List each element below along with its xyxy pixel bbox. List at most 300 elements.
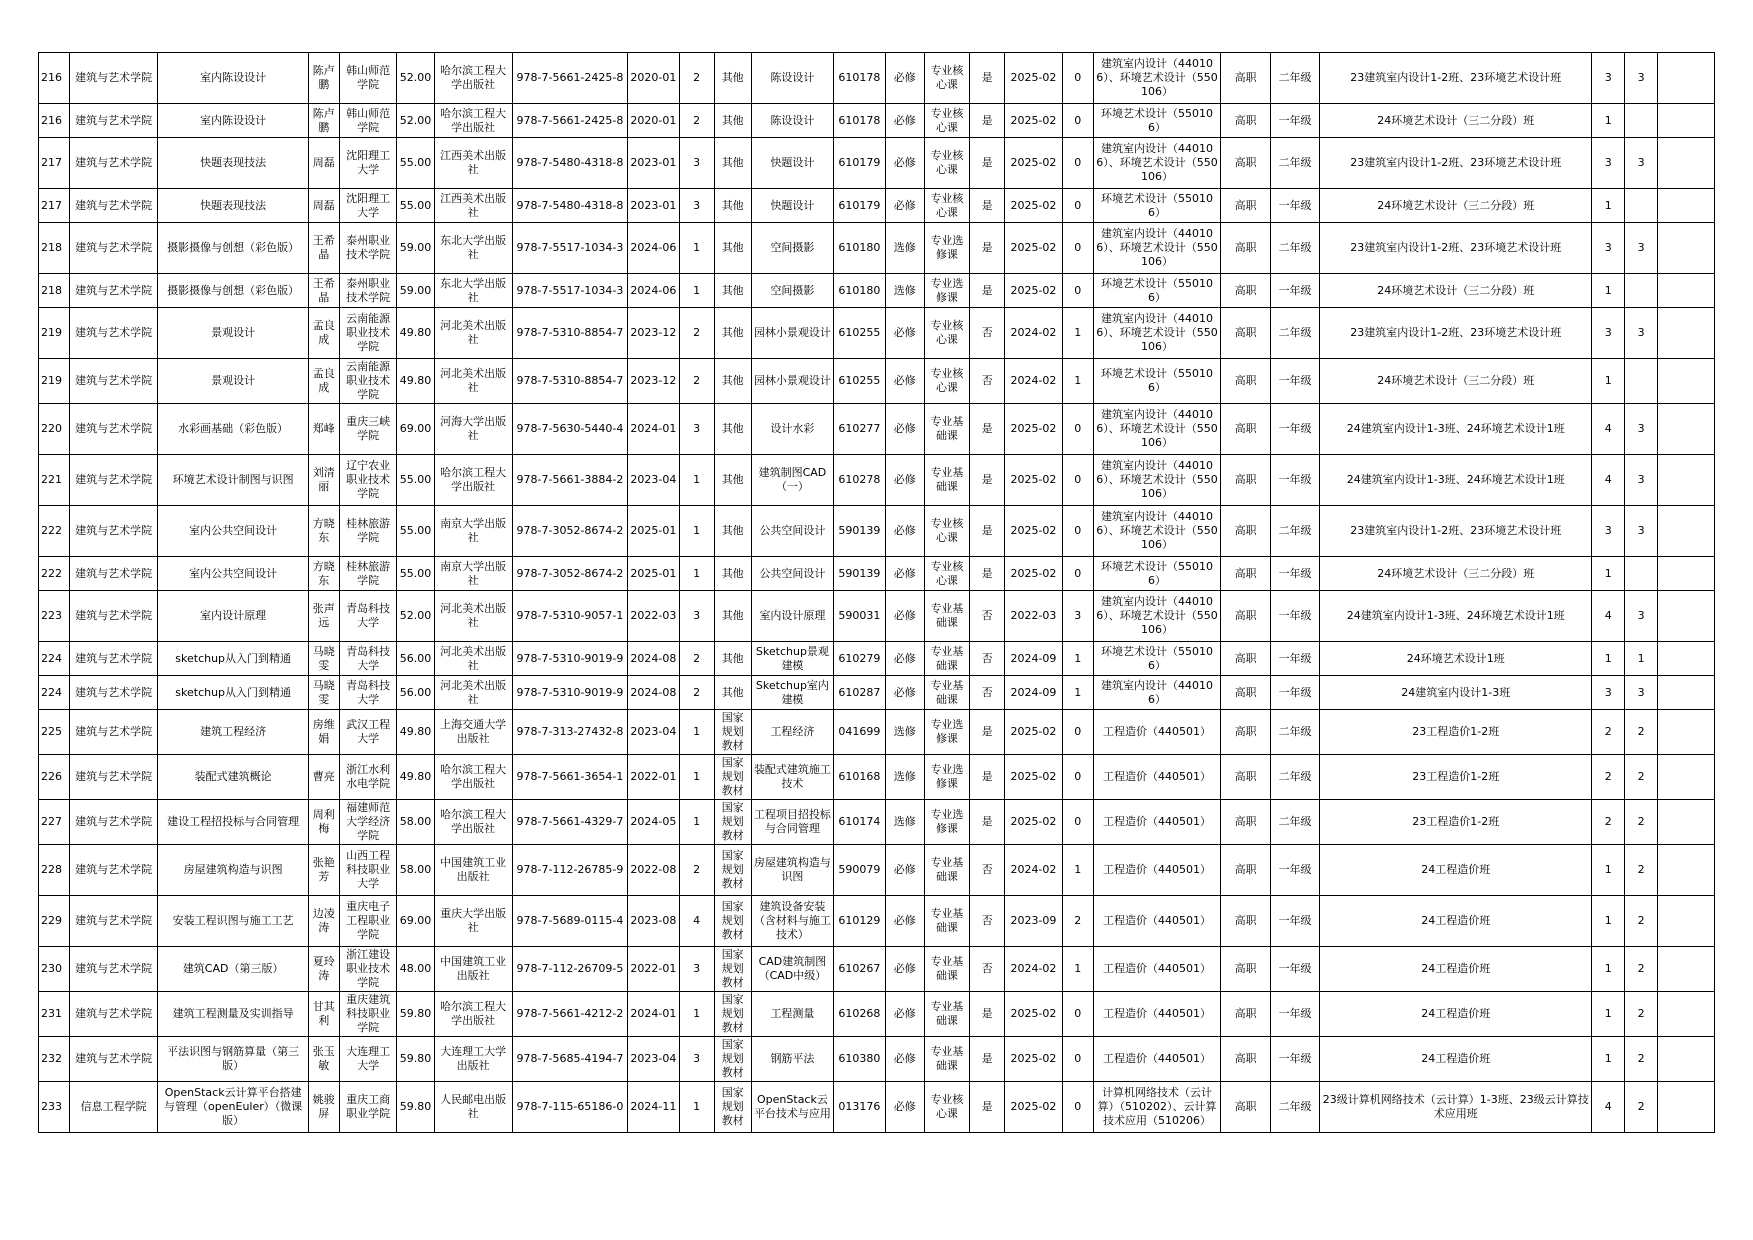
cell-education-level: 高职 bbox=[1221, 308, 1270, 359]
cell-count-b: 2 bbox=[1625, 947, 1658, 992]
cell-course-type: 专业选修课 bbox=[924, 755, 969, 800]
cell-first-use: 否 bbox=[970, 591, 1005, 642]
cell-publish-date: 2022-01 bbox=[628, 947, 680, 992]
cell-textbook-title: 建设工程招投标与合同管理 bbox=[158, 800, 308, 845]
cell-count-a: 3 bbox=[1592, 676, 1625, 710]
cell-publisher: 南京大学出版社 bbox=[434, 557, 512, 591]
cell-first-use: 是 bbox=[970, 189, 1005, 223]
cell-empty bbox=[1658, 992, 1715, 1037]
cell-major: 计算机网络技术（云计算）（510202）、云计算技术应用（510206） bbox=[1093, 1082, 1221, 1133]
cell-years-used: 0 bbox=[1062, 189, 1093, 223]
cell-textbook-title: 装配式建筑概论 bbox=[158, 755, 308, 800]
cell-course-required: 必修 bbox=[885, 896, 924, 947]
cell-publisher: 中国建筑工业出版社 bbox=[434, 947, 512, 992]
cell-row-number: 231 bbox=[39, 992, 70, 1037]
cell-college-name: 建筑与艺术学院 bbox=[69, 404, 158, 455]
cell-college-name: 建筑与艺术学院 bbox=[69, 506, 158, 557]
cell-course-required: 必修 bbox=[885, 845, 924, 896]
cell-publisher: 人民邮电出版社 bbox=[434, 1082, 512, 1133]
cell-author-unit: 桂林旅游学院 bbox=[339, 506, 397, 557]
cell-textbook-title: 平法识图与钢筋算量（第三版） bbox=[158, 1037, 308, 1082]
cell-college-name: 建筑与艺术学院 bbox=[69, 359, 158, 404]
cell-author-unit: 泰州职业技术学院 bbox=[339, 223, 397, 274]
cell-author: 孟良成 bbox=[308, 359, 339, 404]
cell-class-names: 24工程造价班 bbox=[1320, 947, 1592, 992]
cell-isbn: 978-7-5630-5440-4 bbox=[512, 404, 627, 455]
cell-course-required: 必修 bbox=[885, 992, 924, 1037]
cell-grade: 二年级 bbox=[1270, 53, 1319, 104]
cell-start-date: 2025-02 bbox=[1005, 992, 1063, 1037]
cell-first-use: 否 bbox=[970, 896, 1005, 947]
cell-class-names: 23工程造价1-2班 bbox=[1320, 755, 1592, 800]
cell-textbook-level: 国家规划教材 bbox=[714, 1037, 751, 1082]
cell-author-unit: 辽宁农业职业技术学院 bbox=[339, 455, 397, 506]
cell-first-use: 否 bbox=[970, 845, 1005, 896]
table-row bbox=[39, 800, 1715, 845]
cell-textbook-level: 国家规划教材 bbox=[714, 1082, 751, 1133]
cell-years-used: 0 bbox=[1062, 404, 1093, 455]
cell-empty bbox=[1658, 138, 1715, 189]
cell-first-use: 是 bbox=[970, 1082, 1005, 1133]
cell-course-code: 610255 bbox=[834, 308, 886, 359]
cell-publish-date: 2024-08 bbox=[628, 642, 680, 676]
table-row bbox=[39, 223, 1715, 274]
cell-class-names: 24建筑室内设计1-3班、24环境艺术设计1班 bbox=[1320, 404, 1592, 455]
cell-row-number: 223 bbox=[39, 591, 70, 642]
cell-class-names: 24环境艺术设计（三二分段）班 bbox=[1320, 274, 1592, 308]
cell-college-name: 建筑与艺术学院 bbox=[69, 676, 158, 710]
cell-course-code: 610255 bbox=[834, 359, 886, 404]
cell-course-required: 必修 bbox=[885, 138, 924, 189]
cell-class-names: 24工程造价班 bbox=[1320, 992, 1592, 1037]
cell-author: 孟良成 bbox=[308, 308, 339, 359]
cell-author: 马晓雯 bbox=[308, 676, 339, 710]
cell-first-use: 是 bbox=[970, 104, 1005, 138]
cell-isbn: 978-7-3052-8674-2 bbox=[512, 557, 627, 591]
cell-publish-date: 2023-12 bbox=[628, 359, 680, 404]
cell-price: 52.00 bbox=[397, 104, 434, 138]
cell-course-type: 专业基础课 bbox=[924, 404, 969, 455]
cell-grade: 一年级 bbox=[1270, 189, 1319, 223]
cell-college-name: 建筑与艺术学院 bbox=[69, 189, 158, 223]
cell-course-required: 必修 bbox=[885, 642, 924, 676]
cell-empty bbox=[1658, 642, 1715, 676]
cell-course-type: 专业核心课 bbox=[924, 308, 969, 359]
cell-course-type: 专业基础课 bbox=[924, 455, 969, 506]
cell-course-name: OpenStack云平台技术与应用 bbox=[751, 1082, 833, 1133]
cell-course-name: 建筑设备安装（含材料与施工技术） bbox=[751, 896, 833, 947]
cell-grade: 二年级 bbox=[1270, 138, 1319, 189]
textbook-table-sheet bbox=[38, 52, 1715, 1133]
cell-textbook-level: 其他 bbox=[714, 308, 751, 359]
cell-textbook-level: 其他 bbox=[714, 274, 751, 308]
cell-textbook-level: 其他 bbox=[714, 359, 751, 404]
cell-publish-date: 2024-11 bbox=[628, 1082, 680, 1133]
cell-count-b: 1 bbox=[1625, 642, 1658, 676]
cell-publisher: 河北美术出版社 bbox=[434, 642, 512, 676]
cell-education-level: 高职 bbox=[1221, 1037, 1270, 1082]
cell-course-required: 选修 bbox=[885, 755, 924, 800]
cell-education-level: 高职 bbox=[1221, 642, 1270, 676]
cell-education-level: 高职 bbox=[1221, 53, 1270, 104]
cell-major: 环境艺术设计（550106） bbox=[1093, 104, 1221, 138]
cell-isbn: 978-7-5310-8854-7 bbox=[512, 359, 627, 404]
cell-class-names: 23建筑室内设计1-2班、23环境艺术设计班 bbox=[1320, 223, 1592, 274]
cell-course-required: 必修 bbox=[885, 676, 924, 710]
cell-row-number: 220 bbox=[39, 404, 70, 455]
cell-author: 方晓东 bbox=[308, 557, 339, 591]
cell-empty bbox=[1658, 800, 1715, 845]
cell-course-code: 610180 bbox=[834, 223, 886, 274]
cell-edition: 1 bbox=[679, 992, 714, 1037]
cell-isbn: 978-7-5517-1034-3 bbox=[512, 223, 627, 274]
cell-textbook-title: 室内陈设设计 bbox=[158, 53, 308, 104]
cell-edition: 1 bbox=[679, 755, 714, 800]
cell-price: 59.80 bbox=[397, 1037, 434, 1082]
cell-price: 69.00 bbox=[397, 404, 434, 455]
cell-author: 周利梅 bbox=[308, 800, 339, 845]
cell-start-date: 2025-02 bbox=[1005, 710, 1063, 755]
cell-author-unit: 桂林旅游学院 bbox=[339, 557, 397, 591]
cell-empty bbox=[1658, 104, 1715, 138]
cell-publisher: 江西美术出版社 bbox=[434, 138, 512, 189]
cell-isbn: 978-7-112-26709-5 bbox=[512, 947, 627, 992]
cell-course-code: 610129 bbox=[834, 896, 886, 947]
cell-isbn: 978-7-313-27432-8 bbox=[512, 710, 627, 755]
cell-count-b: 3 bbox=[1625, 404, 1658, 455]
cell-major: 环境艺术设计（550106） bbox=[1093, 642, 1221, 676]
cell-course-type: 专业核心课 bbox=[924, 359, 969, 404]
cell-first-use: 是 bbox=[970, 557, 1005, 591]
cell-empty bbox=[1658, 53, 1715, 104]
cell-price: 55.00 bbox=[397, 138, 434, 189]
cell-edition: 1 bbox=[679, 557, 714, 591]
table-row bbox=[39, 642, 1715, 676]
cell-textbook-title: 安装工程识图与施工工艺 bbox=[158, 896, 308, 947]
cell-author: 刘清丽 bbox=[308, 455, 339, 506]
cell-course-code: 610180 bbox=[834, 274, 886, 308]
cell-author-unit: 青岛科技大学 bbox=[339, 642, 397, 676]
cell-education-level: 高职 bbox=[1221, 557, 1270, 591]
cell-price: 49.80 bbox=[397, 755, 434, 800]
cell-count-a: 4 bbox=[1592, 1082, 1625, 1133]
cell-course-name: 钢筋平法 bbox=[751, 1037, 833, 1082]
cell-isbn: 978-7-5661-3884-2 bbox=[512, 455, 627, 506]
table-row bbox=[39, 896, 1715, 947]
cell-isbn: 978-7-5310-9019-9 bbox=[512, 642, 627, 676]
cell-college-name: 建筑与艺术学院 bbox=[69, 1037, 158, 1082]
cell-course-type: 专业选修课 bbox=[924, 710, 969, 755]
cell-grade: 二年级 bbox=[1270, 755, 1319, 800]
cell-major: 工程造价（440501） bbox=[1093, 710, 1221, 755]
cell-education-level: 高职 bbox=[1221, 223, 1270, 274]
cell-course-type: 专业核心课 bbox=[924, 557, 969, 591]
cell-price: 49.80 bbox=[397, 308, 434, 359]
cell-price: 56.00 bbox=[397, 642, 434, 676]
cell-count-a: 3 bbox=[1592, 506, 1625, 557]
table-row bbox=[39, 189, 1715, 223]
cell-course-type: 专业基础课 bbox=[924, 992, 969, 1037]
cell-author-unit: 沈阳理工大学 bbox=[339, 189, 397, 223]
cell-count-a: 1 bbox=[1592, 896, 1625, 947]
cell-price: 59.00 bbox=[397, 274, 434, 308]
cell-publisher: 东北大学出版社 bbox=[434, 223, 512, 274]
cell-years-used: 0 bbox=[1062, 53, 1093, 104]
cell-college-name: 建筑与艺术学院 bbox=[69, 455, 158, 506]
cell-course-name: 空间摄影 bbox=[751, 223, 833, 274]
cell-author-unit: 重庆工商职业学院 bbox=[339, 1082, 397, 1133]
cell-textbook-title: 水彩画基础（彩色版） bbox=[158, 404, 308, 455]
cell-edition: 1 bbox=[679, 506, 714, 557]
cell-education-level: 高职 bbox=[1221, 1082, 1270, 1133]
cell-publish-date: 2024-06 bbox=[628, 274, 680, 308]
cell-publish-date: 2022-01 bbox=[628, 755, 680, 800]
cell-price: 69.00 bbox=[397, 896, 434, 947]
cell-course-required: 必修 bbox=[885, 455, 924, 506]
cell-course-required: 必修 bbox=[885, 591, 924, 642]
cell-count-b bbox=[1625, 189, 1658, 223]
cell-start-date: 2025-02 bbox=[1005, 557, 1063, 591]
cell-course-type: 专业核心课 bbox=[924, 138, 969, 189]
cell-education-level: 高职 bbox=[1221, 189, 1270, 223]
cell-row-number: 227 bbox=[39, 800, 70, 845]
cell-course-type: 专业核心课 bbox=[924, 53, 969, 104]
cell-course-type: 专业核心课 bbox=[924, 1082, 969, 1133]
cell-course-type: 专业基础课 bbox=[924, 947, 969, 992]
cell-row-number: 228 bbox=[39, 845, 70, 896]
cell-author: 陈卢鹏 bbox=[308, 104, 339, 138]
cell-author: 陈卢鹏 bbox=[308, 53, 339, 104]
cell-publisher: 重庆大学出版社 bbox=[434, 896, 512, 947]
cell-major: 建筑室内设计（440106）、环境艺术设计（550106） bbox=[1093, 138, 1221, 189]
cell-class-names: 24工程造价班 bbox=[1320, 845, 1592, 896]
cell-class-names: 24建筑室内设计1-3班、24环境艺术设计1班 bbox=[1320, 591, 1592, 642]
cell-textbook-level: 其他 bbox=[714, 591, 751, 642]
cell-author-unit: 青岛科技大学 bbox=[339, 591, 397, 642]
cell-price: 52.00 bbox=[397, 591, 434, 642]
cell-course-name: 快题设计 bbox=[751, 189, 833, 223]
cell-textbook-title: sketchup从入门到精通 bbox=[158, 642, 308, 676]
cell-course-required: 必修 bbox=[885, 557, 924, 591]
cell-author-unit: 武汉工程大学 bbox=[339, 710, 397, 755]
table-row bbox=[39, 506, 1715, 557]
cell-empty bbox=[1658, 359, 1715, 404]
cell-textbook-level: 国家规划教材 bbox=[714, 896, 751, 947]
table-row bbox=[39, 755, 1715, 800]
cell-author-unit: 韩山师范学院 bbox=[339, 104, 397, 138]
cell-author: 曹亮 bbox=[308, 755, 339, 800]
cell-course-name: 公共空间设计 bbox=[751, 557, 833, 591]
cell-education-level: 高职 bbox=[1221, 710, 1270, 755]
cell-edition: 3 bbox=[679, 404, 714, 455]
cell-publisher: 河北美术出版社 bbox=[434, 591, 512, 642]
cell-start-date: 2025-02 bbox=[1005, 223, 1063, 274]
cell-grade: 一年级 bbox=[1270, 1037, 1319, 1082]
cell-course-code: 610267 bbox=[834, 947, 886, 992]
cell-education-level: 高职 bbox=[1221, 506, 1270, 557]
cell-isbn: 978-7-3052-8674-2 bbox=[512, 506, 627, 557]
cell-college-name: 建筑与艺术学院 bbox=[69, 308, 158, 359]
cell-course-required: 必修 bbox=[885, 104, 924, 138]
cell-class-names: 24建筑室内设计1-3班、24环境艺术设计1班 bbox=[1320, 455, 1592, 506]
cell-author-unit: 福建师范大学经济学院 bbox=[339, 800, 397, 845]
cell-isbn: 978-7-5310-8854-7 bbox=[512, 308, 627, 359]
cell-education-level: 高职 bbox=[1221, 138, 1270, 189]
cell-edition: 2 bbox=[679, 308, 714, 359]
cell-isbn: 978-7-115-65186-0 bbox=[512, 1082, 627, 1133]
cell-author-unit: 沈阳理工大学 bbox=[339, 138, 397, 189]
cell-course-code: 590031 bbox=[834, 591, 886, 642]
cell-empty bbox=[1658, 506, 1715, 557]
cell-publisher: 河北美术出版社 bbox=[434, 359, 512, 404]
cell-count-a: 2 bbox=[1592, 755, 1625, 800]
cell-course-required: 选修 bbox=[885, 274, 924, 308]
table-row bbox=[39, 591, 1715, 642]
cell-education-level: 高职 bbox=[1221, 755, 1270, 800]
cell-first-use: 是 bbox=[970, 800, 1005, 845]
cell-education-level: 高职 bbox=[1221, 359, 1270, 404]
cell-count-a: 3 bbox=[1592, 53, 1625, 104]
cell-course-type: 专业核心课 bbox=[924, 104, 969, 138]
cell-start-date: 2025-02 bbox=[1005, 755, 1063, 800]
cell-class-names: 23建筑室内设计1-2班、23环境艺术设计班 bbox=[1320, 138, 1592, 189]
cell-publish-date: 2025-01 bbox=[628, 506, 680, 557]
cell-count-a: 4 bbox=[1592, 404, 1625, 455]
cell-course-type: 专业核心课 bbox=[924, 189, 969, 223]
cell-publisher: 哈尔滨工程大学出版社 bbox=[434, 455, 512, 506]
cell-class-names: 23工程造价1-2班 bbox=[1320, 800, 1592, 845]
table-row bbox=[39, 138, 1715, 189]
cell-author-unit: 重庆建筑科技职业学院 bbox=[339, 992, 397, 1037]
cell-textbook-level: 国家规划教材 bbox=[714, 710, 751, 755]
cell-textbook-title: 房屋建筑构造与识图 bbox=[158, 845, 308, 896]
cell-textbook-level: 其他 bbox=[714, 53, 751, 104]
cell-count-a: 1 bbox=[1592, 274, 1625, 308]
cell-major: 工程造价（440501） bbox=[1093, 896, 1221, 947]
cell-course-required: 必修 bbox=[885, 189, 924, 223]
cell-count-a: 1 bbox=[1592, 557, 1625, 591]
cell-count-b: 3 bbox=[1625, 53, 1658, 104]
cell-publisher: 哈尔滨工程大学出版社 bbox=[434, 800, 512, 845]
cell-first-use: 是 bbox=[970, 755, 1005, 800]
textbook-table bbox=[38, 52, 1715, 1133]
cell-grade: 二年级 bbox=[1270, 223, 1319, 274]
cell-edition: 1 bbox=[679, 800, 714, 845]
cell-textbook-level: 其他 bbox=[714, 223, 751, 274]
cell-row-number: 219 bbox=[39, 359, 70, 404]
cell-author: 房维娟 bbox=[308, 710, 339, 755]
cell-edition: 2 bbox=[679, 104, 714, 138]
cell-course-required: 选修 bbox=[885, 710, 924, 755]
cell-textbook-level: 其他 bbox=[714, 455, 751, 506]
cell-textbook-title: 快题表现技法 bbox=[158, 189, 308, 223]
cell-isbn: 978-7-5661-2425-8 bbox=[512, 104, 627, 138]
cell-count-a: 3 bbox=[1592, 138, 1625, 189]
cell-grade: 一年级 bbox=[1270, 455, 1319, 506]
cell-publish-date: 2023-08 bbox=[628, 896, 680, 947]
cell-course-name: 设计水彩 bbox=[751, 404, 833, 455]
cell-class-names: 23建筑室内设计1-2班、23环境艺术设计班 bbox=[1320, 53, 1592, 104]
cell-author: 周磊 bbox=[308, 138, 339, 189]
cell-count-a: 2 bbox=[1592, 710, 1625, 755]
cell-years-used: 1 bbox=[1062, 676, 1093, 710]
cell-education-level: 高职 bbox=[1221, 947, 1270, 992]
cell-edition: 4 bbox=[679, 896, 714, 947]
cell-price: 49.80 bbox=[397, 710, 434, 755]
cell-publish-date: 2024-08 bbox=[628, 676, 680, 710]
cell-education-level: 高职 bbox=[1221, 404, 1270, 455]
cell-isbn: 978-7-5685-4194-7 bbox=[512, 1037, 627, 1082]
cell-textbook-title: sketchup从入门到精通 bbox=[158, 676, 308, 710]
cell-course-required: 必修 bbox=[885, 947, 924, 992]
cell-author: 边凌涛 bbox=[308, 896, 339, 947]
cell-course-code: 610179 bbox=[834, 189, 886, 223]
cell-major: 工程造价（440501） bbox=[1093, 755, 1221, 800]
cell-grade: 一年级 bbox=[1270, 947, 1319, 992]
cell-publish-date: 2023-01 bbox=[628, 138, 680, 189]
cell-start-date: 2025-02 bbox=[1005, 455, 1063, 506]
cell-count-b: 2 bbox=[1625, 845, 1658, 896]
cell-textbook-level: 其他 bbox=[714, 642, 751, 676]
cell-first-use: 是 bbox=[970, 404, 1005, 455]
table-row bbox=[39, 947, 1715, 992]
cell-years-used: 0 bbox=[1062, 104, 1093, 138]
cell-row-number: 217 bbox=[39, 138, 70, 189]
cell-course-required: 必修 bbox=[885, 359, 924, 404]
cell-textbook-level: 其他 bbox=[714, 557, 751, 591]
table-row bbox=[39, 359, 1715, 404]
cell-course-name: 陈设设计 bbox=[751, 53, 833, 104]
cell-first-use: 是 bbox=[970, 455, 1005, 506]
cell-count-a: 1 bbox=[1592, 189, 1625, 223]
cell-course-name: 空间摄影 bbox=[751, 274, 833, 308]
cell-class-names: 24环境艺术设计（三二分段）班 bbox=[1320, 104, 1592, 138]
cell-course-name: Sketchup室内建模 bbox=[751, 676, 833, 710]
cell-count-a: 1 bbox=[1592, 104, 1625, 138]
cell-publisher: 河北美术出版社 bbox=[434, 676, 512, 710]
cell-years-used: 1 bbox=[1062, 642, 1093, 676]
cell-college-name: 信息工程学院 bbox=[69, 1082, 158, 1133]
cell-publisher: 河海大学出版社 bbox=[434, 404, 512, 455]
cell-textbook-level: 国家规划教材 bbox=[714, 800, 751, 845]
cell-class-names: 24环境艺术设计（三二分段）班 bbox=[1320, 189, 1592, 223]
cell-publish-date: 2023-01 bbox=[628, 189, 680, 223]
cell-textbook-level: 国家规划教材 bbox=[714, 755, 751, 800]
cell-education-level: 高职 bbox=[1221, 845, 1270, 896]
cell-author-unit: 韩山师范学院 bbox=[339, 53, 397, 104]
cell-row-number: 222 bbox=[39, 557, 70, 591]
cell-textbook-level: 其他 bbox=[714, 404, 751, 455]
cell-price: 58.00 bbox=[397, 800, 434, 845]
cell-grade: 二年级 bbox=[1270, 1082, 1319, 1133]
cell-textbook-title: 环境艺术设计制图与识图 bbox=[158, 455, 308, 506]
cell-course-name: 快题设计 bbox=[751, 138, 833, 189]
cell-college-name: 建筑与艺术学院 bbox=[69, 557, 158, 591]
cell-course-name: CAD建筑制图（CAD中级） bbox=[751, 947, 833, 992]
cell-count-b bbox=[1625, 274, 1658, 308]
cell-class-names: 24工程造价班 bbox=[1320, 896, 1592, 947]
table-row bbox=[39, 404, 1715, 455]
cell-publisher: 中国建筑工业出版社 bbox=[434, 845, 512, 896]
cell-price: 55.00 bbox=[397, 189, 434, 223]
cell-empty bbox=[1658, 1082, 1715, 1133]
cell-author: 郑峰 bbox=[308, 404, 339, 455]
cell-class-names: 24环境艺术设计（三二分段）班 bbox=[1320, 557, 1592, 591]
cell-count-a: 1 bbox=[1592, 992, 1625, 1037]
table-row bbox=[39, 308, 1715, 359]
cell-author-unit: 重庆电子工程职业学院 bbox=[339, 896, 397, 947]
cell-years-used: 0 bbox=[1062, 710, 1093, 755]
